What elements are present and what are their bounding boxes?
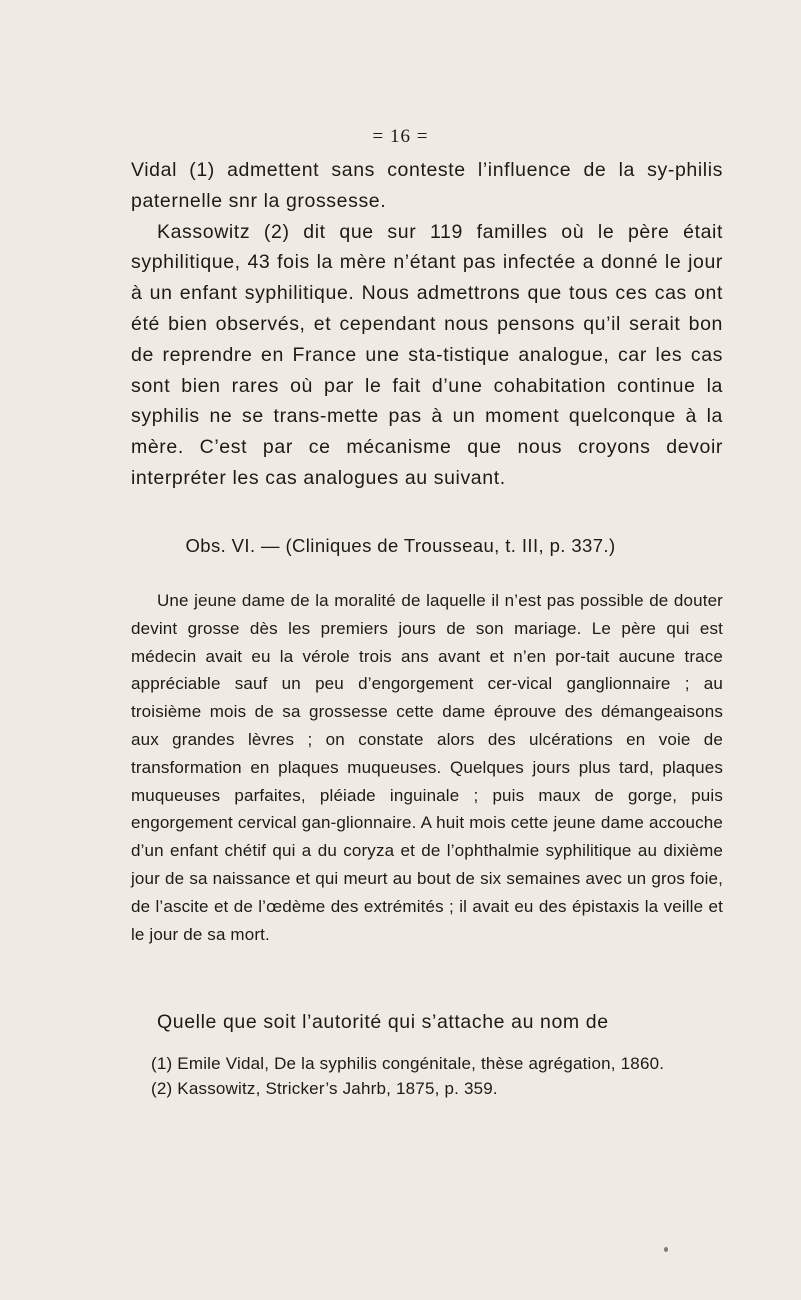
page-number: = 16 =	[372, 126, 429, 147]
paragraph-kassowitz: Kassowitz (2) dit que sur 119 familles où le père était syphilitique, 43 fois la mère n’étant pas infectée a donné le jour à un enfant syphilitique. Nous admettrons que tous ces cas ont été bien observés, et cependant nous pensons qu’il serait bon de reprendre en France une sta-tistique analogue, car les cas sont bien rares où par le fait d’une cohabitation continue la syphilis ne se trans-mette pas à un moment quelconque à la mère. C’est par ce mécanisme que nous croyons devoir interpréter les cas analogues au suivant.	[131, 220, 723, 489]
observation-title: Obs. VI. — (Cliniques de Trousseau, t. III, p. 337.)	[185, 535, 616, 556]
footnote-1: (1) Emile Vidal, De la syphilis congénitale, thèse agrégation, 1860.	[151, 1054, 665, 1073]
footnotes	[131, 1052, 723, 1101]
paragraph-vidal: Vidal (1) admettent sans conteste l’influence de la sy-philis paternelle snr la grossesse.	[131, 159, 723, 212]
observation-text: Une jeune dame de la moralité de laquelle il n’est pas possible de douter devint grosse dès les premiers jours de son mariage. Le père qui est médecin avait eu la vérole trois ans avant et n’en por-tait aucune trace appréciable sauf un peu d’engorgement cer-vical ganglionnaire ; au troisième mois de sa grossesse cette dame éprouve des démangeaisons aux grandes lèvres ; on constate alors des ulcérations en voie de transformation en plaques muqueuses. Quelques jours plus tard, plaques muqueuses parfaites, pléiade inguinale ; puis maux de gorge, puis engorgement cervical gan-glionnaire. A huit mois cette jeune dame accouche d’un enfant chétif qui a du coryza et de l’ophthalmie syphilitique au dixième jour de sa naissance et qui meurt au bout de six semaines avec un gros foie, de l’ascite et de l’œdème des extrémités ; il avait eu des épistaxis la veille et le jour de sa mort.	[131, 591, 723, 944]
observation-body	[131, 587, 723, 948]
closing-paragraph: Quelle que soit l’autorité qui s’attache au nom de	[157, 1011, 609, 1033]
main-paragraph	[131, 155, 723, 494]
footnote-2: (2) Kassowitz, Stricker’s Jahrb, 1875, p. 359.	[151, 1078, 498, 1098]
paper-speck	[664, 1247, 668, 1252]
